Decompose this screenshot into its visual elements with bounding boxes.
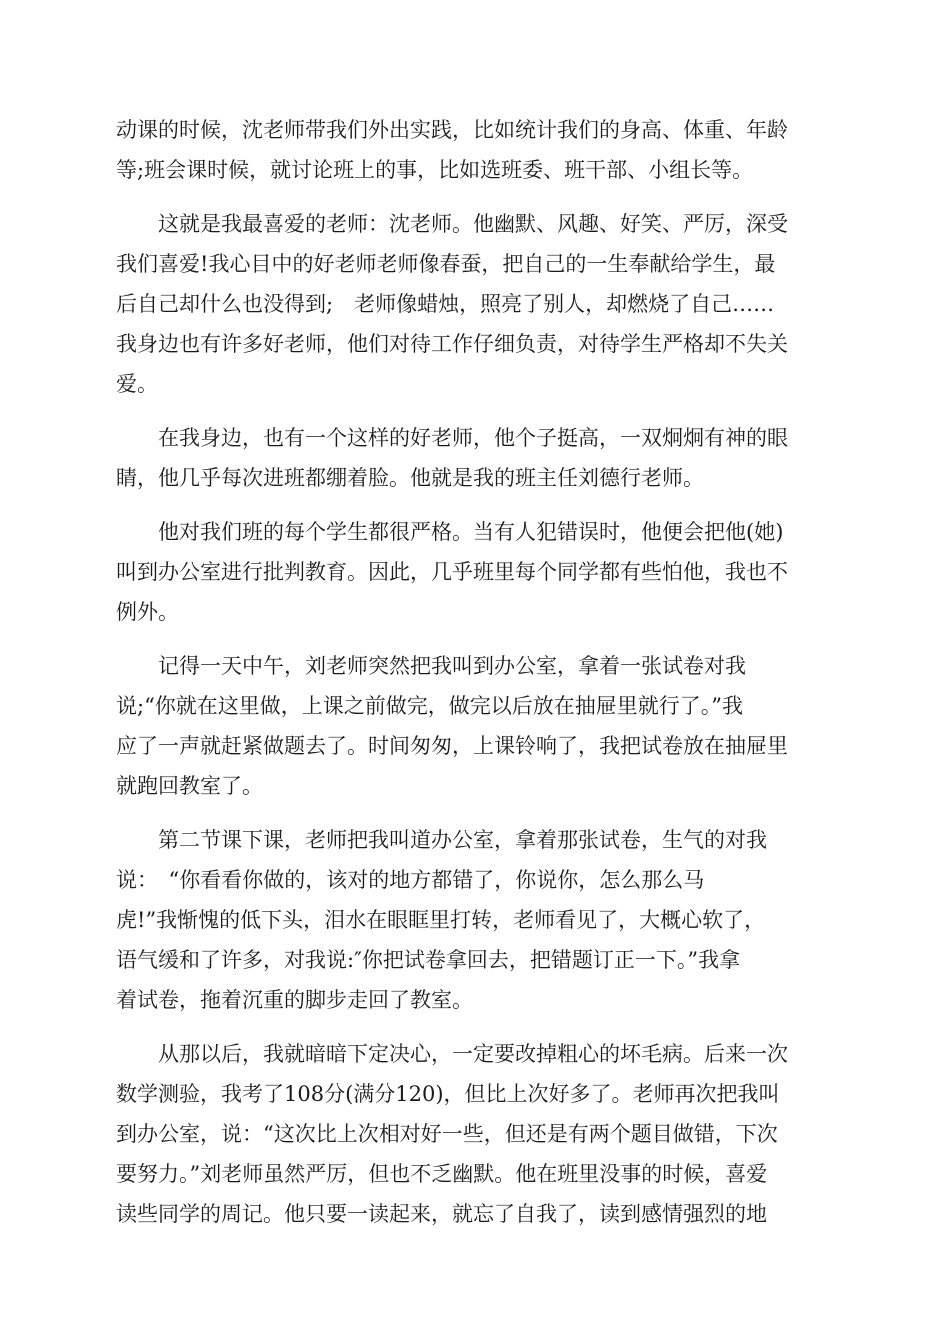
paragraph: [116, 1034, 836, 1234]
text-line: 例外。: [116, 600, 179, 624]
paragraph: [116, 418, 836, 498]
paragraph: [116, 512, 836, 632]
text-line: 读些同学的周记。他只要一读起来，就忘了自我了，读到感情强烈的地: [116, 1202, 767, 1226]
text-line: 记得一天中午，刘老师突然把我叫到办公室，拿着一张试卷对我: [116, 654, 746, 678]
paragraph: [116, 204, 836, 404]
text-line: 语气缓和了许多，对我说:″你把试卷拿回去，把错题订正一下。”我拿: [116, 948, 741, 972]
paragraph: [116, 110, 836, 190]
text-line: 他对我们班的每个学生都很严格。当有人犯错误时，他便会把他(她): [116, 520, 784, 544]
text-line: 着试卷，拖着沉重的脚步走回了教室。: [116, 988, 473, 1012]
text-line: 说;“你就在这里做，上课之前做完，做完以后放在抽屉里就行了。”我: [116, 694, 744, 718]
document-body: [116, 110, 836, 1248]
text-line: 动课的时候，沈老师带我们外出实践，比如统计我们的身高、体重、年龄: [116, 118, 788, 142]
text-line: 后自己却什么也没得到; 老师像蜡烛，照亮了别人，却燃烧了自己……: [116, 292, 775, 316]
text-line: 睛，他几乎每次进班都绷着脸。他就是我的班主任刘德行老师。: [116, 466, 704, 490]
text-line: 第二节课下课，老师把我叫道办公室，拿着那张试卷，生气的对我: [116, 828, 767, 852]
paragraph: [116, 646, 836, 806]
text-line: 数学测验，我考了108分(满分120)，但比上次好多了。老师再次把我叫: [116, 1082, 780, 1106]
text-line: 我们喜爱!我心目中的好老师老师像春蚕，把自己的一生奉献给学生，最: [116, 252, 776, 276]
text-line: 从那以后，我就暗暗下定决心，一定要改掉粗心的坏毛病。后来一次: [116, 1042, 788, 1066]
text-line: 要努力。”刘老师虽然严厉，但也不乏幽默。他在班里没事的时候，喜爱: [116, 1162, 768, 1186]
paragraph: [116, 820, 836, 1020]
text-line: 说： “你看看你做的，该对的地方都错了，你说你，怎么那么马: [116, 868, 705, 892]
text-line: 叫到办公室进行批判教育。因此，几乎班里每个同学都有些怕他，我也不: [116, 560, 788, 584]
text-line: 在我身边，也有一个这样的好老师，他个子挺高，一双炯炯有神的眼: [116, 426, 788, 450]
text-line: 到办公室，说：“这次比上次相对好一些，但还是有两个题目做错，下次: [116, 1122, 778, 1146]
text-line: 爱。: [116, 372, 158, 396]
text-line: 就跑回教室了。: [116, 774, 263, 798]
text-line: 等;班会课时候，就讨论班上的事，比如选班委、班干部、小组长等。: [116, 158, 754, 182]
text-line: 这就是我最喜爱的老师：沈老师。他幽默、风趣、好笑、严厉，深受: [116, 212, 788, 236]
text-line: 我身边也有许多好老师，他们对待工作仔细负责，对待学生严格却不失关: [116, 332, 788, 356]
text-line: 应了一声就赶紧做题去了。时间匆匆，上课铃响了，我把试卷放在抽屉里: [116, 734, 788, 758]
text-line: 虎!”我惭愧的低下头，泪水在眼眶里打转，老师看见了，大概心软了，: [116, 908, 766, 932]
